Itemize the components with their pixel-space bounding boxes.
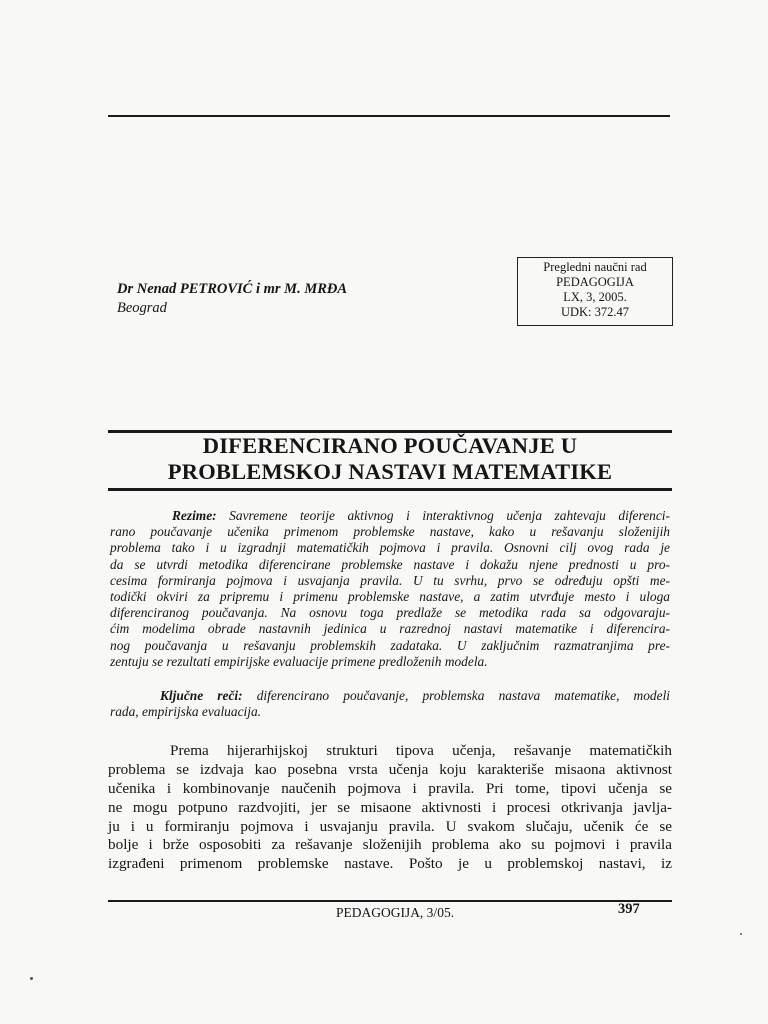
udk-code: UDK: 372.47 (560, 305, 630, 319)
author-block (117, 280, 347, 318)
abstract-line: da se utvrdi metodika diferencirane problemske nastave i dokažu njene prednosti u pro- (110, 556, 670, 572)
abstract-line: problema tako i u izgradnji matematičkih pojmova i pravila. Osnovni cilj ovog rada je (110, 540, 670, 556)
abstract-line: diferenciranog poučavanja. Na osnovu toga predlaže se metodika rada sa odgovaraju- (110, 605, 670, 621)
abstract-line: nog poučavanja u rešavanju problemskih zadataka. U zaključnim razmatranjima pre- (110, 637, 670, 653)
abstract-line: rano poučavanje učenika primenom problemske nastave, kako u rešavanju složenijih (110, 524, 670, 540)
header-rule (108, 115, 670, 117)
scan-speck (30, 977, 33, 980)
scan-speck (740, 933, 742, 935)
body-line: Prema hijerarhijskoj strukturi tipova učenja, rešavanje matematičkih (170, 742, 672, 759)
keywords-label: Ključne reči: (160, 688, 243, 703)
body-line: ne mogu potpuno razdvojiti, jer se misaone aktivnosti i procesi otkrivanja javlja- (108, 798, 672, 816)
abstract-line: cesima formiranja pojmova i usvajanja pravila. U tu svrhu, prvo se određuju opšti me- (110, 572, 670, 588)
article-type: Pregledni naučni rad (543, 260, 647, 274)
title-line-1: DIFERENCIRANO POUČAVANJE U (202, 433, 578, 458)
keywords (110, 688, 670, 720)
page-number: 397 (618, 901, 640, 917)
article-title (108, 433, 672, 485)
abstract-line: Rezime: Savremene teorije aktivnog i interaktivnog učenja zahtevaju diferenci- (172, 508, 670, 523)
body-line: ju i u formiranju pojmova i usvajanju pravila. U svakom slučaju, učenik će se (108, 817, 672, 835)
keywords-line: Ključne reči: diferencirano poučavanje, problemska nastava matematike, modeli (160, 688, 671, 703)
title-line-2: PROBLEMSKOJ NASTAVI MATEMATIKE (167, 459, 613, 484)
body-paragraph (108, 742, 672, 874)
body-line: učenika i kombinovanje naučenih pojmova i pravila. Pri tome, tipovi učenja se (108, 779, 672, 797)
abstract-line: ćim modelima obrade nastavnih jedinica u razrednoj nastavi matematike i diferencira- (110, 621, 670, 637)
body-line: bolje i brže osposobiti za rešavanje složenijih problema ako su pojmovi i pravila (108, 836, 672, 854)
title-bottom-rule (108, 488, 672, 491)
publication-info-box (517, 257, 673, 326)
footer-journal: PEDAGOGIJA, 3/05. (335, 905, 455, 920)
abstract-line: todički okviri za pripremu i primenu problemske nastave, a zatim utvrđuje mesto i uloga (110, 588, 670, 604)
volume-issue: LX, 3, 2005. (563, 290, 627, 304)
body-line: problema se izdvaja kao posebna vrsta učenja koju karakteriše misaona aktivnost (108, 760, 672, 778)
author-names: Dr Nenad PETROVIĆ i mr M. MRĐA (117, 281, 348, 297)
keywords-line: rada, empirijska evaluacija. (110, 704, 261, 720)
abstract-label: Rezime: (172, 508, 217, 523)
abstract (110, 508, 670, 670)
abstract-line: zentuju se rezultati empirijske evaluacije primene predloženih modela. (110, 653, 488, 669)
author-city: Beograd (117, 300, 167, 316)
footer-rule (108, 900, 672, 902)
journal-name: PEDAGOGIJA (556, 275, 634, 289)
body-line: izgrađeni primenom problemske nastave. Pošto je u problemskoj nastavi, iz (108, 855, 672, 873)
